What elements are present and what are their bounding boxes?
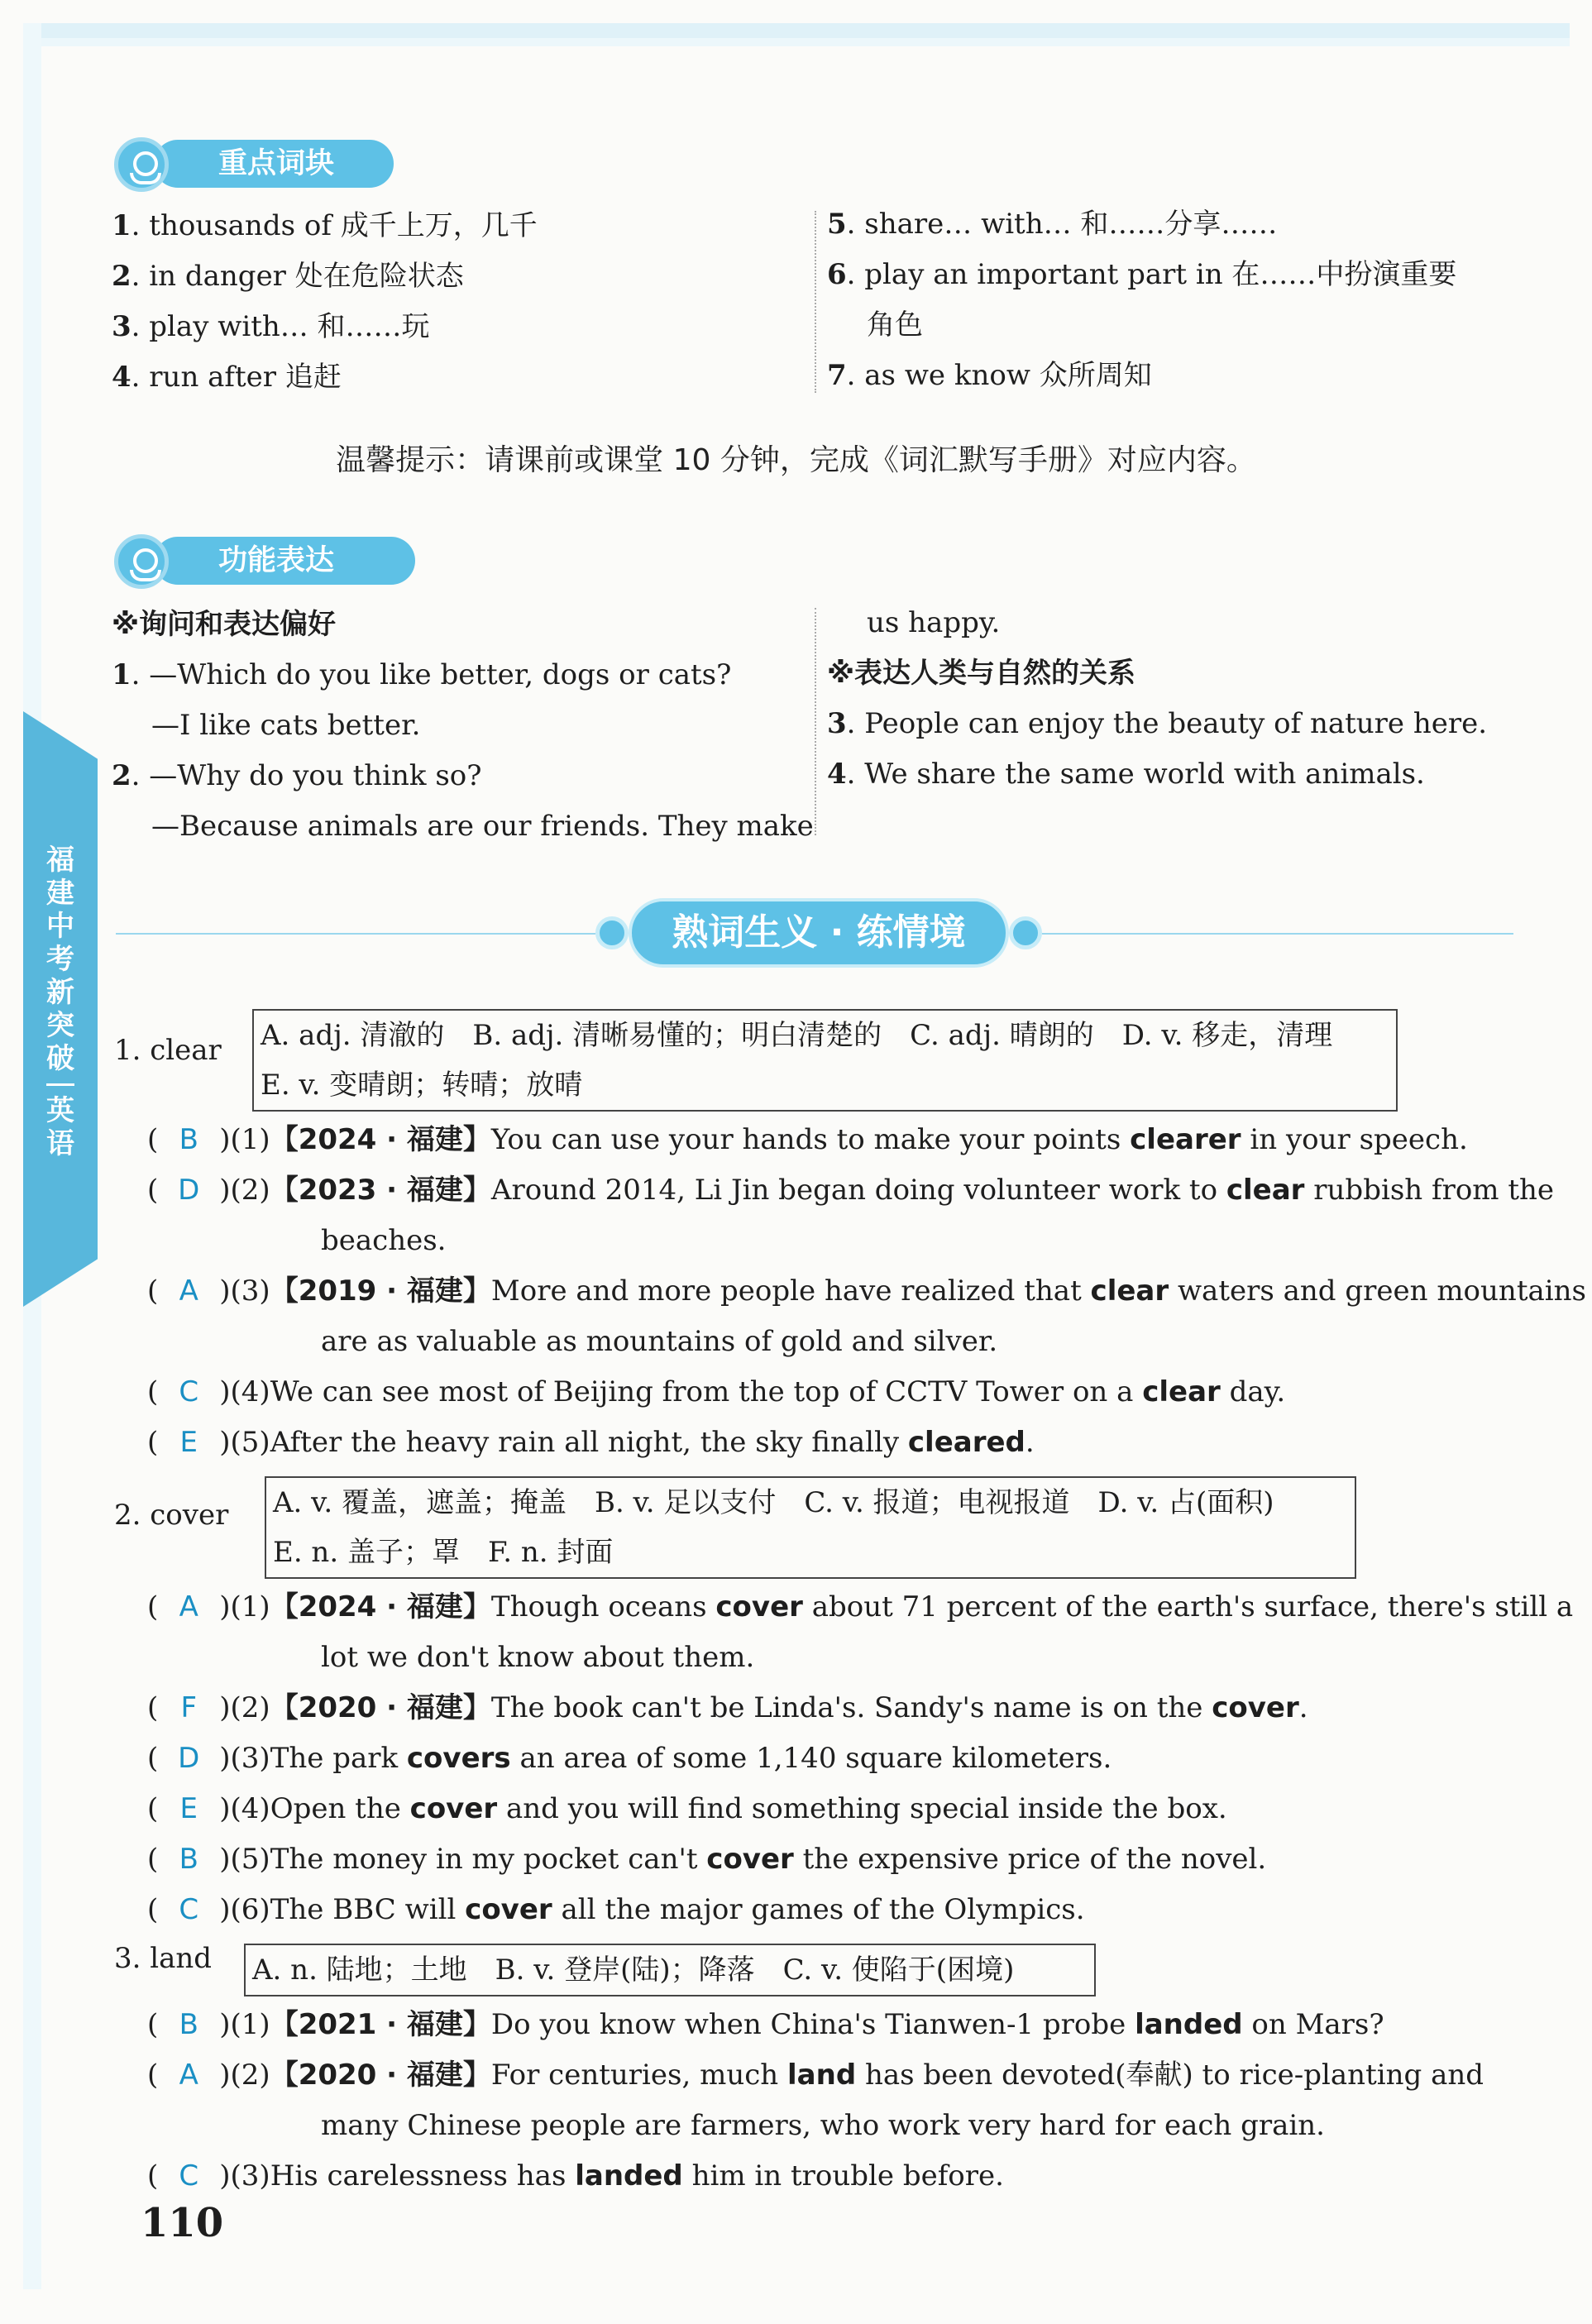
side-tab-subject xyxy=(23,1094,98,1160)
paren-close: ) xyxy=(219,1742,231,1775)
item-index: (5) xyxy=(230,1843,270,1876)
paren-close: ) xyxy=(219,1893,231,1926)
item-number: 4 xyxy=(112,361,131,394)
column-divider xyxy=(815,211,816,393)
expression-item xyxy=(827,699,1487,749)
answer: D xyxy=(178,1174,200,1207)
sentence-continuation: beaches. xyxy=(321,1224,447,1257)
side-tab-char: 建 xyxy=(46,877,74,910)
item-number: 3 xyxy=(827,707,847,740)
item-text: . in danger 处在危险状态 xyxy=(131,260,464,293)
paren-close: ) xyxy=(219,1123,231,1156)
exercise-item xyxy=(147,1834,1266,1885)
paren-close: ) xyxy=(219,2008,231,2041)
phrase-item xyxy=(112,251,538,302)
item-number: 6 xyxy=(827,258,847,291)
keyword: cover xyxy=(409,1792,498,1825)
keyword: landed xyxy=(575,2159,683,2192)
source-tag: 【2019 · 福建】 xyxy=(270,1274,491,1308)
paren-close: ) xyxy=(219,1174,231,1207)
sentence-start: The BBC will xyxy=(270,1893,466,1926)
item-index: (3) xyxy=(230,1274,270,1308)
expression-item xyxy=(112,801,814,852)
paren-open: ( xyxy=(147,1792,159,1825)
source-tag: 【2024 · 福建】 xyxy=(270,1123,491,1156)
phrase-item xyxy=(112,302,538,352)
item-text: . thousands of 成千上万，几千 xyxy=(131,209,538,242)
key-phrases-left-column xyxy=(112,201,538,403)
sentence-start: The book can't be Linda's. Sandy's name is on the xyxy=(490,1691,1212,1724)
key-phrases-right-column xyxy=(827,199,1456,401)
phrase-item xyxy=(827,300,1456,351)
item-index: (5) xyxy=(230,1426,270,1459)
phrase-item xyxy=(112,352,538,403)
answer: E xyxy=(179,1426,198,1459)
answer: C xyxy=(179,1893,199,1926)
banner-dot-right xyxy=(1009,916,1042,949)
side-tab-char: 破 xyxy=(46,1042,74,1075)
sentence-end: day. xyxy=(1220,1375,1286,1408)
sentence-start: Open the xyxy=(270,1792,410,1825)
exercise-item xyxy=(147,2000,1384,2050)
item-number: 4 xyxy=(827,758,847,791)
expression-item xyxy=(827,749,1487,800)
paren-open: ( xyxy=(147,2008,159,2041)
section-title: 重点词块 xyxy=(154,140,394,188)
sentence-start: For centuries, much xyxy=(490,2059,788,2092)
source-tag: 【2021 · 福建】 xyxy=(270,2008,491,2041)
item-text: ※询问和表达偏好 xyxy=(112,608,337,641)
paren-open: ( xyxy=(147,1375,159,1408)
paren-open: ( xyxy=(147,1590,159,1623)
definition-line: E. v. 变晴朗；转晴；放晴 xyxy=(261,1069,583,1102)
keyword: clearer xyxy=(1130,1123,1241,1156)
paren-open: ( xyxy=(147,1843,159,1876)
word-label: 3. land xyxy=(114,1942,213,1975)
item-text: . play an important part in 在……中扮演重要 xyxy=(846,258,1457,291)
top-border xyxy=(23,23,1570,38)
exercise-item xyxy=(147,1165,1554,1216)
sentence-continuation: lot we don't know about them. xyxy=(321,1641,755,1674)
sentence-end: . xyxy=(1298,1691,1308,1724)
sentence-start: You can use your hands to make your points xyxy=(490,1123,1131,1156)
exercise-item xyxy=(147,2151,1004,2202)
item-text: . share… with… 和……分享…… xyxy=(846,208,1278,241)
banner-dot-left xyxy=(595,916,629,949)
phrase-item xyxy=(827,351,1456,401)
definition-line: A. adj. 清澈的 B. adj. 清晰易懂的；明白清楚的 C. adj. 晴朗的 D. v. 移走，清理 xyxy=(261,1019,1333,1052)
study-tip: 温馨提示：请课前或课堂 10 分钟，完成《词汇默写手册》对应内容。 xyxy=(336,443,1256,477)
sentence-end: an area of some 1,140 square kilometers. xyxy=(510,1742,1112,1775)
exercise-item xyxy=(147,1418,1035,1468)
item-number: 2 xyxy=(112,759,131,792)
exercise-item xyxy=(147,1683,1308,1733)
expression-item xyxy=(827,598,1487,648)
section-title: 功能表达 xyxy=(154,537,415,585)
sentence-end: on Mars? xyxy=(1242,2008,1384,2041)
exercise-item xyxy=(147,2050,1484,2101)
student-icon xyxy=(114,534,169,589)
banner-rule-right xyxy=(1042,933,1513,935)
sentence-continuation: are as valuable as mountains of gold and silver. xyxy=(321,1325,998,1358)
sentence-end: in your speech. xyxy=(1241,1123,1468,1156)
definition-line: A. n. 陆地；土地 B. v. 登岸(陆)；降落 C. v. 使陷于(困境) xyxy=(252,1953,1015,1987)
word-label: 1. clear xyxy=(114,1034,222,1067)
paren-close: ) xyxy=(219,1426,231,1459)
paren-open: ( xyxy=(147,2159,159,2192)
sentence-end: has been devoted(奉献) to rice-planting and xyxy=(856,2059,1484,2092)
functions-right-column xyxy=(827,598,1487,800)
section-banner xyxy=(595,893,1042,973)
keyword: covers xyxy=(406,1742,511,1775)
phrase-item xyxy=(827,250,1456,300)
exercise-item xyxy=(147,1266,1586,1317)
item-number: 2 xyxy=(112,260,131,293)
paren-open: ( xyxy=(147,1123,159,1156)
sentence-start: After the heavy rain all night, the sky finally xyxy=(270,1426,908,1459)
item-number: 3 xyxy=(112,310,131,343)
phrase-item xyxy=(827,199,1456,250)
paren-close: ) xyxy=(219,1792,231,1825)
sentence-end: waters and green mountains xyxy=(1169,1274,1586,1308)
keyword: clear xyxy=(1090,1274,1169,1308)
expression-item xyxy=(112,600,814,650)
side-tab-char: 语 xyxy=(46,1127,74,1160)
item-text: . People can enjoy the beauty of nature here. xyxy=(846,707,1488,740)
keyword: land xyxy=(787,2059,857,2092)
item-index: (2) xyxy=(230,1174,270,1207)
item-index: (1) xyxy=(230,2008,270,2041)
answer: D xyxy=(178,1742,200,1775)
answer: A xyxy=(179,1590,198,1623)
sentence-start: Though oceans xyxy=(490,1590,716,1623)
item-index: (1) xyxy=(230,1590,270,1623)
keyword: cover xyxy=(1212,1691,1299,1724)
definition-box xyxy=(265,1476,1356,1579)
banner-title: 熟词生义 · 练情境 xyxy=(629,898,1009,968)
item-text: . —Why do you think so? xyxy=(131,759,482,792)
exercise-item xyxy=(147,1885,1085,1935)
paren-open: ( xyxy=(147,1742,159,1775)
item-text: ※表达人类与自然的关系 xyxy=(827,657,1136,690)
paren-close: ) xyxy=(219,1590,231,1623)
side-tab-title xyxy=(23,844,98,1075)
answer: B xyxy=(179,1123,198,1156)
paren-open: ( xyxy=(147,1426,159,1459)
item-number: 1 xyxy=(112,658,131,691)
sentence-end: him in trouble before. xyxy=(682,2159,1004,2192)
item-index: (3) xyxy=(230,2159,270,2192)
paren-open: ( xyxy=(147,2059,159,2092)
side-tab-char: 中 xyxy=(46,910,74,943)
sentence-start: The park xyxy=(270,1742,407,1775)
item-index: (4) xyxy=(230,1375,270,1408)
paren-close: ) xyxy=(219,1691,231,1724)
sentence-start: We can see most of Beijing from the top of CCTV Tower on a xyxy=(270,1375,1143,1408)
sentence-start: Do you know when China's Tianwen-1 probe xyxy=(490,2008,1135,2041)
source-tag: 【2024 · 福建】 xyxy=(270,1590,491,1623)
functions-left-column xyxy=(112,600,814,852)
sentence-continuation: many Chinese people are farmers, who work very hard for each grain. xyxy=(321,2109,1325,2142)
sentence-start: Around 2014, Li Jin began doing volunteer work to xyxy=(490,1174,1226,1207)
phrase-item xyxy=(112,201,538,251)
paren-close: ) xyxy=(219,1375,231,1408)
student-icon xyxy=(114,137,169,192)
item-index: (2) xyxy=(230,1691,270,1724)
keyword: clear xyxy=(1142,1375,1221,1408)
paren-close: ) xyxy=(219,2159,231,2192)
answer: C xyxy=(179,1375,199,1408)
expression-item xyxy=(112,751,814,801)
exercise-item xyxy=(147,1582,1573,1633)
sentence-start: More and more people have realized that xyxy=(490,1274,1091,1308)
source-tag: 【2020 · 福建】 xyxy=(270,2059,491,2092)
definition-line: A. v. 覆盖，遮盖；掩盖 B. v. 足以支付 C. v. 报道；电视报道 D. v. 占(面积) xyxy=(273,1486,1274,1519)
sentence-end: the expensive price of the novel. xyxy=(793,1843,1267,1876)
sentence-end: rubbish from the xyxy=(1304,1174,1555,1207)
side-tab-text xyxy=(23,844,98,1160)
answer: F xyxy=(180,1691,198,1724)
exercise-item xyxy=(147,1367,1285,1418)
item-text: . play with… 和……玩 xyxy=(131,310,430,343)
side-tab-divider xyxy=(46,1083,74,1086)
item-text: —I like cats better. xyxy=(151,709,421,742)
item-index: (4) xyxy=(230,1792,270,1825)
item-index: (3) xyxy=(230,1742,270,1775)
exercise-item xyxy=(147,1115,1468,1165)
sentence-start: The money in my pocket can't xyxy=(270,1843,707,1876)
side-tab-char: 新 xyxy=(46,976,74,1009)
paren-close: ) xyxy=(219,1843,231,1876)
keyword: cover xyxy=(706,1843,794,1876)
top-border-inner xyxy=(40,38,1570,46)
answer: E xyxy=(179,1792,198,1825)
answer: B xyxy=(179,1843,198,1876)
exercise-item xyxy=(147,1784,1227,1834)
expression-item xyxy=(112,650,814,701)
paren-open: ( xyxy=(147,1274,159,1308)
side-tab-char: 突 xyxy=(46,1009,74,1042)
expression-item xyxy=(112,701,814,751)
paren-open: ( xyxy=(147,1893,159,1926)
item-text: . We share the same world with animals. xyxy=(846,758,1425,791)
sentence-end: and you will find something special inside the box. xyxy=(497,1792,1227,1825)
item-text: us happy. xyxy=(867,606,1001,639)
keyword: clear xyxy=(1226,1174,1305,1207)
item-text: . —Which do you like better, dogs or cats? xyxy=(131,658,732,691)
banner-rule-left xyxy=(116,933,595,935)
item-text: 角色 xyxy=(867,308,923,342)
item-number: 1 xyxy=(112,209,131,242)
paren-close: ) xyxy=(219,2059,231,2092)
sentence-end: all the major games of the Olympics. xyxy=(552,1893,1085,1926)
definition-line: E. n. 盖子；罩 F. n. 封面 xyxy=(273,1536,614,1569)
side-tab-char: 英 xyxy=(46,1094,74,1127)
sentence-end: . xyxy=(1025,1426,1035,1459)
exercise-item xyxy=(147,1733,1112,1784)
word-label: 2. cover xyxy=(114,1499,229,1532)
keyword: cleared xyxy=(907,1426,1025,1459)
page-number: 110 xyxy=(141,2200,224,2246)
item-index: (1) xyxy=(230,1123,270,1156)
keyword: cover xyxy=(715,1590,803,1623)
keyword: landed xyxy=(1135,2008,1243,2041)
definition-box xyxy=(244,1944,1096,1996)
column-divider xyxy=(815,608,816,835)
item-text: . as we know 众所周知 xyxy=(846,359,1152,392)
item-number: 7 xyxy=(827,359,847,392)
source-tag: 【2023 · 福建】 xyxy=(270,1174,491,1207)
answer: B xyxy=(179,2008,198,2041)
paren-open: ( xyxy=(147,1691,159,1724)
side-tab-char: 福 xyxy=(46,844,74,877)
source-tag: 【2020 · 福建】 xyxy=(270,1691,491,1724)
answer: C xyxy=(179,2159,199,2192)
sentence-end: about 71 percent of the earth's surface, there's still a xyxy=(802,1590,1574,1623)
answer: A xyxy=(179,2059,198,2092)
side-tab-char: 考 xyxy=(46,943,74,976)
item-text: . run after 追赶 xyxy=(131,361,342,394)
answer: A xyxy=(179,1274,198,1308)
paren-open: ( xyxy=(147,1174,159,1207)
item-index: (6) xyxy=(230,1893,270,1926)
item-text: —Because animals are our friends. They make xyxy=(151,810,814,843)
expression-item xyxy=(827,648,1487,699)
item-index: (2) xyxy=(230,2059,270,2092)
item-number: 5 xyxy=(827,208,847,241)
definition-box xyxy=(252,1009,1398,1112)
paren-close: ) xyxy=(219,1274,231,1308)
keyword: cover xyxy=(465,1893,552,1926)
sentence-start: His carelessness has xyxy=(270,2159,576,2192)
